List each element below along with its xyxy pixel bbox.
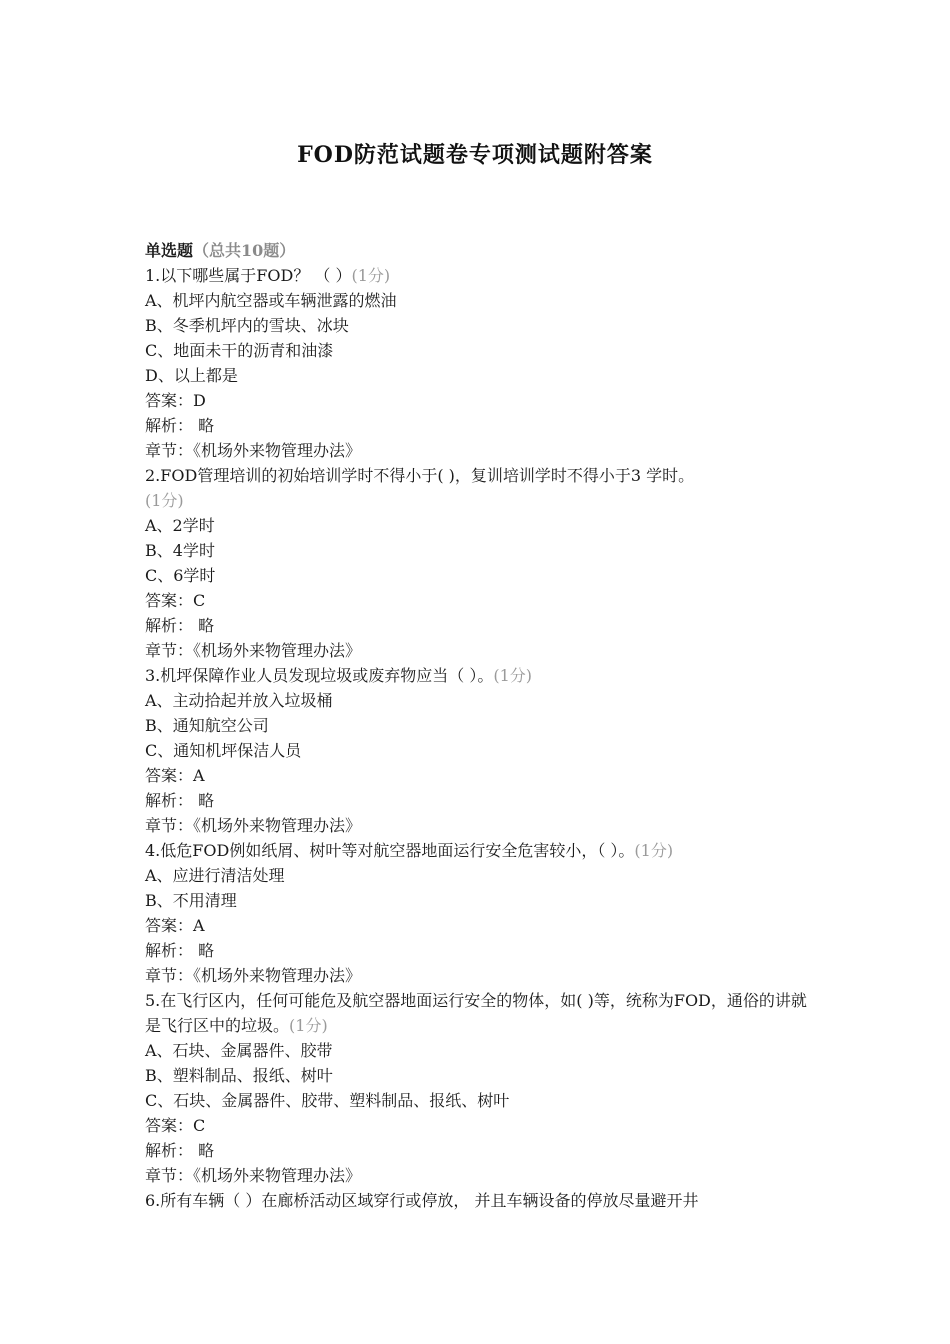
question-text: 2.FOD管理培训的初始培训学时不得小于( )，复训培训学时不得小于3 学时。: [145, 466, 695, 485]
chapter-line: [145, 638, 815, 663]
analysis-value: 略: [198, 416, 215, 435]
answer-line: [145, 1113, 815, 1138]
analysis-value: 略: [198, 941, 215, 960]
section-header: [145, 238, 815, 263]
answer-label: 答案：: [145, 1116, 194, 1135]
chapter-line: [145, 1163, 815, 1188]
analysis-label: 解析：: [145, 416, 194, 435]
analysis-label: 解析：: [145, 941, 194, 960]
answer-label: 答案：: [145, 766, 194, 785]
analysis-line: [145, 938, 815, 963]
option-c: C、石块、金属器件、胶带、塑料制品、报纸、树叶: [145, 1091, 510, 1110]
option-a: A、主动拾起并放入垃圾桶: [145, 691, 333, 710]
answer-line: [145, 763, 815, 788]
question-score: (1分): [289, 1016, 328, 1035]
answer-value: A: [193, 916, 205, 935]
option-b: B、塑料制品、报纸、树叶: [145, 1066, 333, 1085]
option-a: A、机坪内航空器或车辆泄露的燃油: [145, 291, 397, 310]
answer-value: C: [193, 591, 206, 610]
section-label: 单选题: [145, 241, 194, 260]
document-title: FOD防范试题卷专项测试题附答案: [297, 142, 653, 168]
answer-label: 答案：: [145, 916, 194, 935]
question-stem: [145, 663, 815, 688]
answer-line: [145, 388, 815, 413]
option-c: C、6学时: [145, 566, 216, 585]
analysis-value: 略: [198, 616, 215, 635]
chapter-value: 《机场外来物管理办法》: [193, 1166, 362, 1185]
question-5: [145, 988, 815, 1188]
question-text: 1.以下哪些属于FOD？ （ ）: [145, 266, 352, 285]
chapter-line: [145, 963, 815, 988]
chapter-line: [145, 813, 815, 838]
question-stem: [145, 463, 815, 513]
chapter-value: 《机场外来物管理办法》: [193, 966, 362, 985]
analysis-label: 解析：: [145, 616, 194, 635]
question-6: [145, 1188, 815, 1213]
answer-value: D: [193, 391, 206, 410]
question-text: 3.机坪保障作业人员发现垃圾或废弃物应当（ ）。: [145, 666, 494, 685]
chapter-label: 章节：: [145, 966, 194, 985]
chapter-label: 章节：: [145, 816, 194, 835]
answer-value: C: [193, 1116, 206, 1135]
answer-label: 答案：: [145, 391, 194, 410]
analysis-line: [145, 1138, 815, 1163]
answer-line: [145, 588, 815, 613]
question-1: [145, 263, 815, 463]
question-stem: 6.所有车辆（ ）在廊桥活动区域穿行或停放， 并且车辆设备的停放尽量避开井: [145, 1191, 699, 1210]
option-a: A、应进行清洁处理: [145, 866, 285, 885]
analysis-label: 解析：: [145, 1141, 194, 1160]
question-score: (1分): [493, 666, 533, 685]
chapter-line: [145, 438, 815, 463]
option-a: A、石块、金属器件、胶带: [145, 1041, 333, 1060]
chapter-label: 章节：: [145, 1166, 194, 1185]
analysis-value: 略: [198, 791, 215, 810]
question-text: 4.低危FOD例如纸屑、树叶等对航空器地面运行安全危害较小，（ ）。: [145, 841, 635, 860]
chapter-label: 章节：: [145, 441, 194, 460]
option-c: C、通知机坪保洁人员: [145, 741, 302, 760]
analysis-line: [145, 613, 815, 638]
analysis-line: [145, 413, 815, 438]
analysis-line: [145, 788, 815, 813]
option-b: B、不用清理: [145, 891, 237, 910]
question-4: [145, 838, 815, 988]
question-stem: [145, 263, 815, 288]
question-2: [145, 463, 815, 663]
analysis-label: 解析：: [145, 791, 194, 810]
option-c: C、地面未干的沥青和油漆: [145, 341, 334, 360]
answer-value: A: [193, 766, 205, 785]
option-b: B、4学时: [145, 541, 215, 560]
question-stem: [145, 838, 815, 863]
question-score: (1分): [351, 266, 391, 285]
question-score: (1分): [145, 491, 184, 510]
chapter-value: 《机场外来物管理办法》: [193, 816, 362, 835]
question-score: (1分): [634, 841, 674, 860]
chapter-value: 《机场外来物管理办法》: [193, 641, 362, 660]
option-a: A、2学时: [145, 516, 215, 535]
answer-line: [145, 913, 815, 938]
document-body: [145, 238, 815, 1213]
option-d: D、以上都是: [145, 366, 238, 385]
section-count: （总共10题）: [193, 241, 296, 260]
chapter-value: 《机场外来物管理办法》: [193, 441, 362, 460]
chapter-label: 章节：: [145, 641, 194, 660]
question-text: 5.在飞行区内，任何可能危及航空器地面运行安全的物体，如( )等，统称为FOD，通俗的讲就是飞行区中的垃圾。: [145, 991, 807, 1035]
question-3: [145, 663, 815, 838]
option-b: B、通知航空公司: [145, 716, 269, 735]
analysis-value: 略: [198, 1141, 215, 1160]
question-stem: [145, 988, 815, 1038]
option-b: B、冬季机坪内的雪块、冰块: [145, 316, 349, 335]
answer-label: 答案：: [145, 591, 194, 610]
